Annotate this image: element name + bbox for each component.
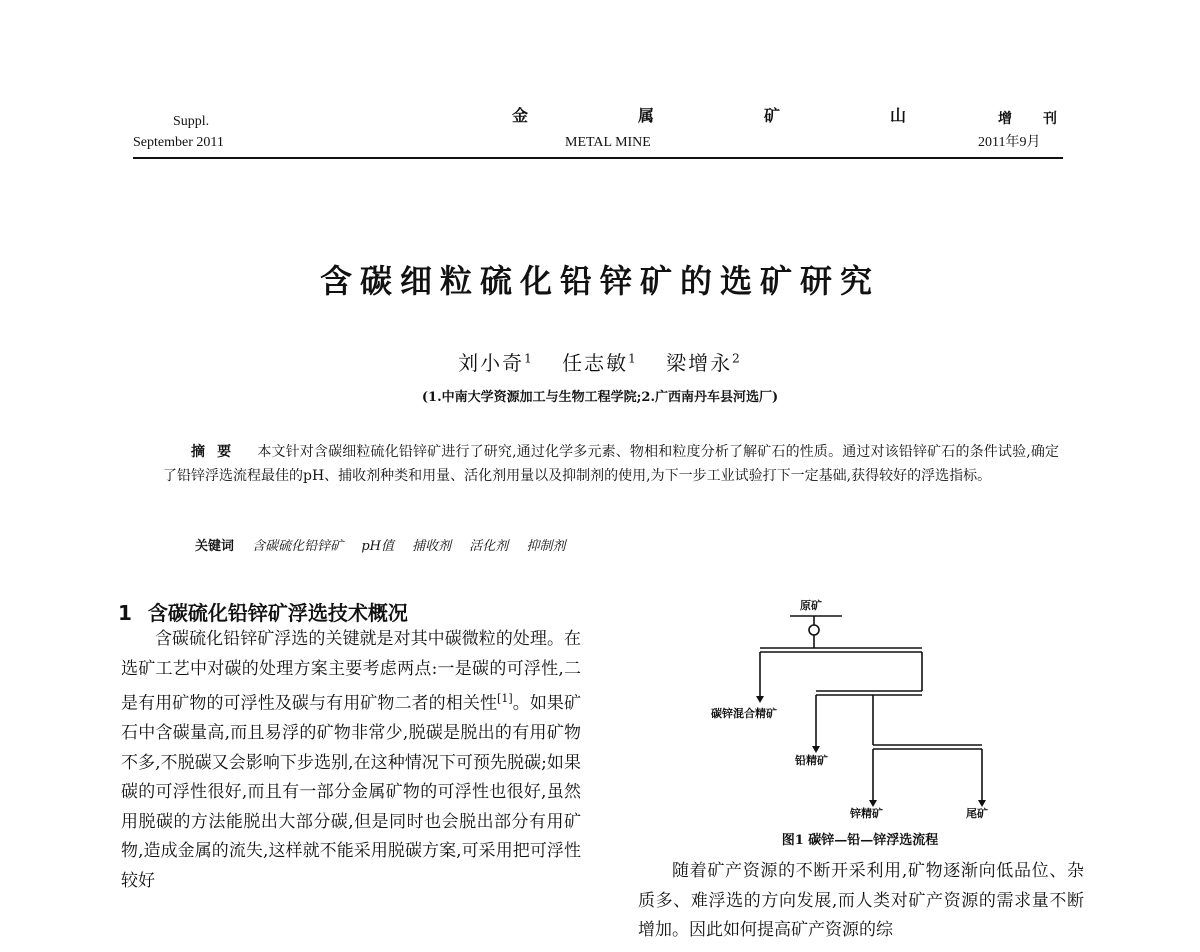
header-supplement-cn: 增 刊 (998, 112, 1065, 127)
flow-label-carbon-zinc: 碳锌混合精矿 (711, 707, 777, 720)
author-list (0, 347, 1200, 376)
journal-name-cn: 金 属 矿 山 (512, 108, 941, 125)
abstract-text: 本文针对含碳细粒硫化铅锌矿进行了研究,通过化学多元素、物相和粒度分析了解矿石的性质。通过对该铅锌矿石的条件试验,确定了铅锌浮选流程最佳的pH、捕收剂种类和用量、活化剂用量以及抑制剂的使用,为下一步工业试验打下一定基础,获得较好的浮选指标。 (163, 444, 1059, 484)
affiliations: (1.中南大学资源加工与生物工程学院;2.广西南丹车县河选厂) (421, 390, 779, 405)
section-title: 含碳硫化铅锌矿浮选技术概况 (147, 601, 408, 625)
keywords-label: 关键词 (195, 539, 235, 554)
figure-caption: 图1 碳锌—铅—锌浮选流程 (781, 833, 939, 848)
header-date-en: September 2011 (133, 135, 224, 150)
header-suppl: Suppl. (173, 114, 210, 129)
keyword: 抑制剂 (526, 539, 566, 554)
section-body (121, 625, 581, 896)
keyword: pH值 (361, 539, 394, 554)
section-heading (118, 597, 408, 626)
citation: [1] (497, 692, 513, 705)
author: 梁增永$^2$ (666, 351, 742, 375)
section-number: 1 (118, 601, 132, 625)
flow-label-lead-concentrate: 铅精矿 (795, 754, 828, 767)
journal-name-en: METAL MINE (565, 135, 651, 150)
keyword: 含碳硫化铅锌矿 (252, 539, 344, 554)
header-rule (133, 157, 1063, 159)
flow-label-tailings: 尾矿 (966, 807, 988, 820)
paragraph: 含碳硫化铅锌矿浮选的关键就是对其中碳微粒的处理。在选矿工艺中对碳的处理方案主要考虑两点:一是碳的可浮性,二是有用矿物的可浮性及碳与有用矿物二者的相关性[1]。如果矿石中含碳量高,而且易浮的矿物非常少,脱碳是脱出的有用矿物不多,不脱碳又会影响下步选别,在这种情况下可预先脱碳;如果碳的可浮性很好,而且有一部分金属矿物的可浮性也很好,虽然用脱碳的方法能脱出大部分碳,但是同时也会脱出部分有用矿物,造成金属的流失,这样就不能采用脱碳方案,可采用把可浮性较好 (121, 629, 582, 891)
keyword: 捕收剂 (412, 539, 452, 554)
column2-body (638, 857, 1084, 946)
flow-label-zinc-concentrate: 锌精矿 (850, 807, 883, 820)
keywords (195, 535, 579, 554)
author: 任志敏$^1$ (562, 351, 638, 375)
header-date-cn: 2011年9月 (978, 135, 1041, 150)
flow-label-raw-ore: 原矿 (800, 599, 822, 612)
abstract (163, 440, 1059, 488)
paragraph: 随着矿产资源的不断开采利用,矿物逐渐向低品位、杂质多、难浮选的方向发展,而人类对矿产资源的需求量不断增加。因此如何提高矿产资源的综 (638, 861, 1084, 940)
abstract-label: 摘要 (191, 444, 244, 460)
paper-title: 含碳细粒硫化铅锌矿的选矿研究 (319, 262, 880, 300)
author: 刘小奇$^1$ (458, 351, 534, 375)
keyword: 活化剂 (469, 539, 509, 554)
